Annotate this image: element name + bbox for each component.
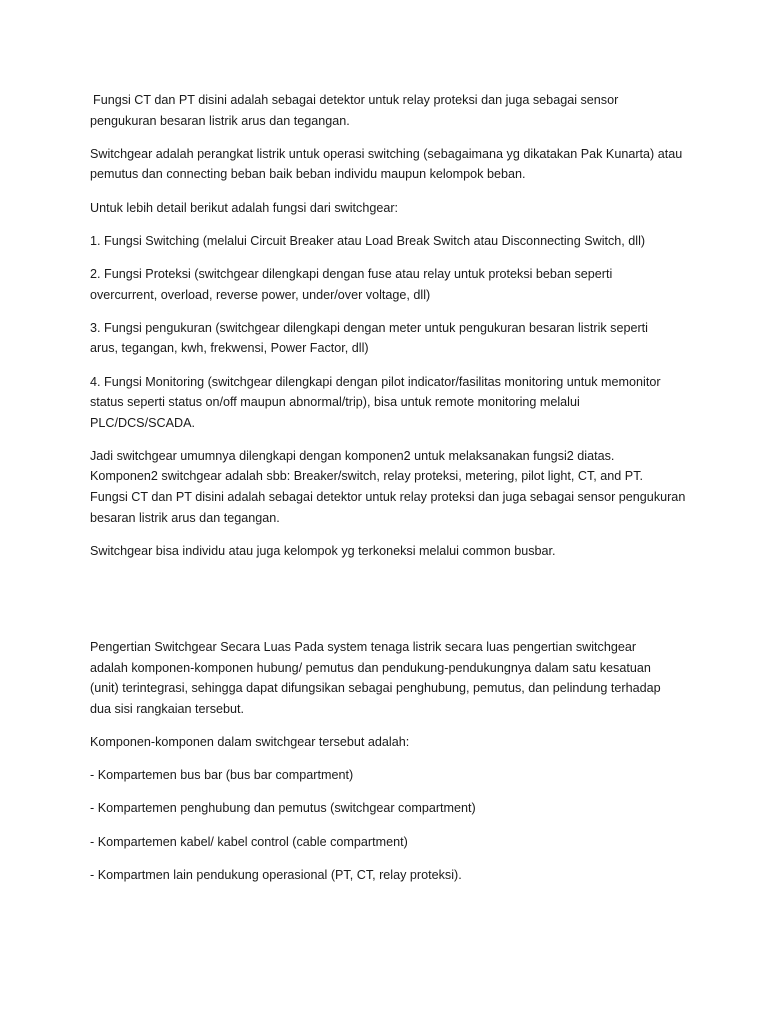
section-spacer bbox=[90, 574, 690, 637]
document-page bbox=[90, 90, 690, 898]
list-item-cable-compartment: - Kompartemen kabel/ kabel control (cable compartment) bbox=[90, 834, 408, 849]
list-item-switchgear-compartment: - Kompartemen penghubung dan pemutus (switchgear compartment) bbox=[90, 801, 476, 816]
list-item-other-compartment: - Kompartmen lain pendukung operasional (PT, CT, relay proteksi). bbox=[90, 867, 462, 882]
paragraph-switchgear-definition: Switchgear adalah perangkat listrik untuk operasi switching (sebagaimana yg dikatakan Pak Kunarta) atau pemutus dan connecting beban baik beban individu maupun kelompok beban. bbox=[90, 146, 683, 182]
paragraph-ct-pt-function: Fungsi CT dan PT disini adalah sebagai detektor untuk relay proteksi dan juga sebagai sensor pengukuran besaran listrik arus dan tegangan. bbox=[90, 93, 619, 128]
list-item-function-monitoring: 4. Fungsi Monitoring (switchgear dilengkapi dengan pilot indicator/fasilitas monitoring untuk memonitor status seperti status on/off maupun abnormal/trip), bisa untuk remote monitoring melalui PLC/DCS/SCADA. bbox=[90, 374, 661, 430]
list-item-busbar-compartment: - Kompartemen bus bar (bus bar compartment) bbox=[90, 768, 354, 783]
paragraph-components-intro: Komponen-komponen dalam switchgear tersebut adalah: bbox=[90, 735, 410, 749]
paragraph-switchgear-broad-definition: Pengertian Switchgear Secara Luas Pada system tenaga listrik secara luas pengertian switchgear adalah komponen-komponen hubung/ pemutus dan pendukung-pendukungnya dalam satu kesatuan (unit) terintegrasi, sehingga dapat difungsikan sebagai penghubung, pemutus, dan pelindung terhadap dua sisi rangkaian tersebut. bbox=[90, 640, 661, 716]
list-item-function-protection: 2. Fungsi Proteksi (switchgear dilengkapi dengan fuse atau relay untuk proteksi beban seperti overcurrent, overload, reverse power, under/over voltage, dll) bbox=[90, 266, 613, 302]
paragraph-function-intro: Untuk lebih detail berikut adalah fungsi dari switchgear: bbox=[90, 200, 399, 215]
paragraph-busbar: Switchgear bisa individu atau juga kelompok yg terkoneksi melalui common busbar. bbox=[90, 543, 556, 558]
list-item-function-switching: 1. Fungsi Switching (melalui Circuit Breaker atau Load Break Switch atau Disconnecting Switch, dll) bbox=[90, 233, 646, 248]
list-item-function-measurement: 3. Fungsi pengukuran (switchgear dilengkapi dengan meter untuk pengukuran besaran listrik seperti arus, tegangan, kwh, frekwensi, Power Factor, dll) bbox=[90, 320, 648, 356]
paragraph-switchgear-components: Jadi switchgear umumnya dilengkapi dengan komponen2 untuk melaksanakan fungsi2 diatas. Komponen2 switchgear adalah sbb: Breaker/switch, relay proteksi, metering, pilot light, CT, and PT. Fungsi CT dan PT disini adalah sebagai detektor untuk relay proteksi dan juga sebagai sensor pengukuran besaran listrik arus dan tegangan. bbox=[90, 448, 686, 525]
